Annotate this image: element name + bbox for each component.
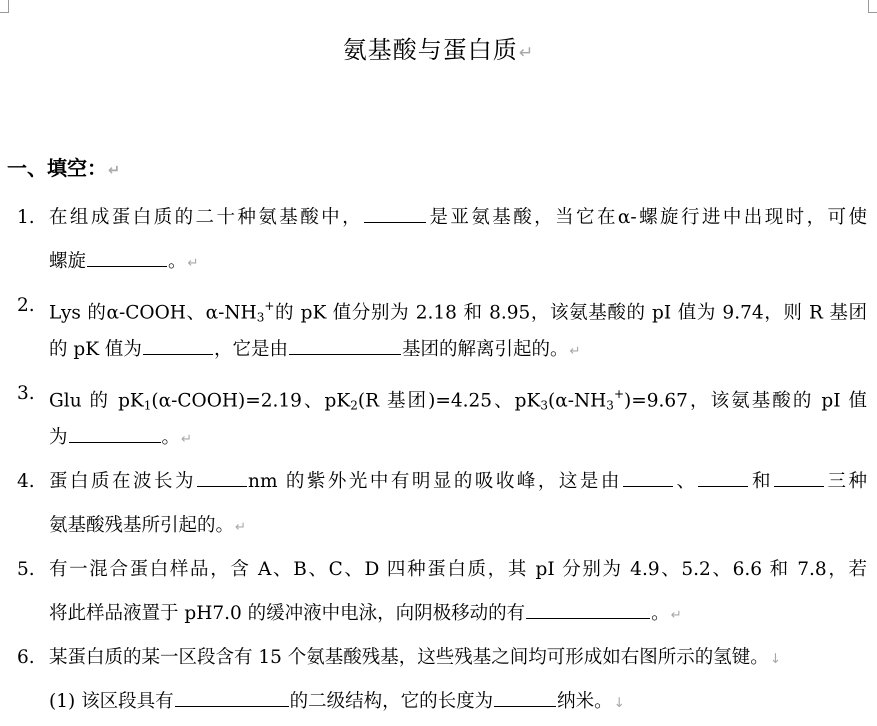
paragraph-mark-icon: ↵ — [187, 256, 199, 271]
question-number: 5. — [17, 559, 35, 580]
answer-blank[interactable] — [623, 471, 673, 487]
paragraph-mark-icon: ↵ — [108, 163, 121, 179]
question-number: 6. — [17, 647, 35, 668]
question-line: (1) 该区段具有 的二级结构，它的长度为 纳米。↓ — [49, 691, 625, 712]
question-line: 有一混合蛋白样品，含 A、B、C、D 四种蛋白质，其 pI 分别为 4.9、5.2、6.6 和 7.8，若 — [49, 559, 867, 580]
answer-blank[interactable] — [364, 207, 426, 223]
answer-blank[interactable] — [143, 339, 213, 355]
question-line: Glu 的 $pK_1(\alpha-COOH)=2.19$、$pK_2(R$ 基团)=4.25、$pK_3(\alpha-NH_3^+)=9.67$，该氨基酸的 pI 值 — [49, 387, 867, 413]
line-break-mark-icon: ↓ — [769, 652, 781, 667]
answer-blank[interactable] — [526, 603, 650, 619]
question-line: 蛋白质在波长为 nm 的紫外光中有明显的吸收峰，这是由 、 和 三种 — [49, 471, 867, 492]
answer-blank[interactable] — [289, 339, 401, 355]
question-line: Lys 的α-COOH、$\alpha-NH_3^+$的 pK 值分别为 2.18 和 8.95，该氨基酸的 pI 值为 9.74，则 R 基团 — [49, 299, 868, 325]
question-number: 3. — [17, 383, 35, 404]
question-line: 的 pK 值为 ，它是由 基团的解离引起的。↵ — [49, 339, 581, 360]
document-title: 氨基酸与蛋白质↵ — [342, 36, 535, 64]
paragraph-mark-icon: ↵ — [181, 432, 193, 447]
question-line: 在组成蛋白质的二十种氨基酸中， 是亚氨基酸，当它在α-螺旋行进中出现时，可使 — [49, 207, 867, 228]
right-margin-corner-mark — [868, 0, 877, 13]
answer-blank[interactable] — [774, 471, 824, 487]
question-number: 4. — [17, 471, 35, 492]
question-number: 2. — [17, 295, 35, 316]
question-line: 某蛋白质的某一区段含有 15 个氨基酸残基，这些残基之间均可形成如右图所示的氢键。↓ — [49, 647, 781, 668]
left-margin-corner-mark — [0, 0, 9, 13]
section-heading: 一、填空：↵ — [7, 156, 121, 180]
paragraph-mark-icon: ↵ — [670, 608, 682, 623]
question-number: 1. — [17, 207, 35, 228]
paragraph-mark-icon: ↵ — [518, 43, 535, 63]
question-line: 氨基酸残基所引起的。↵ — [49, 515, 247, 536]
question-line: 将此样品液置于 pH7.0 的缓冲液中电泳，向阴极移动的有 。↵ — [49, 603, 682, 624]
answer-blank[interactable] — [175, 691, 289, 707]
question-line: 为 。↵ — [49, 427, 193, 448]
answer-blank[interactable] — [698, 471, 748, 487]
answer-blank[interactable] — [494, 691, 556, 707]
paragraph-mark-icon: ↵ — [569, 344, 581, 359]
paragraph-mark-icon: ↵ — [235, 520, 247, 535]
question-line: 螺旋 。↵ — [49, 251, 199, 272]
answer-blank[interactable] — [87, 251, 167, 267]
line-break-mark-icon: ↓ — [613, 696, 625, 711]
answer-blank[interactable] — [197, 471, 247, 487]
answer-blank[interactable] — [69, 427, 161, 443]
